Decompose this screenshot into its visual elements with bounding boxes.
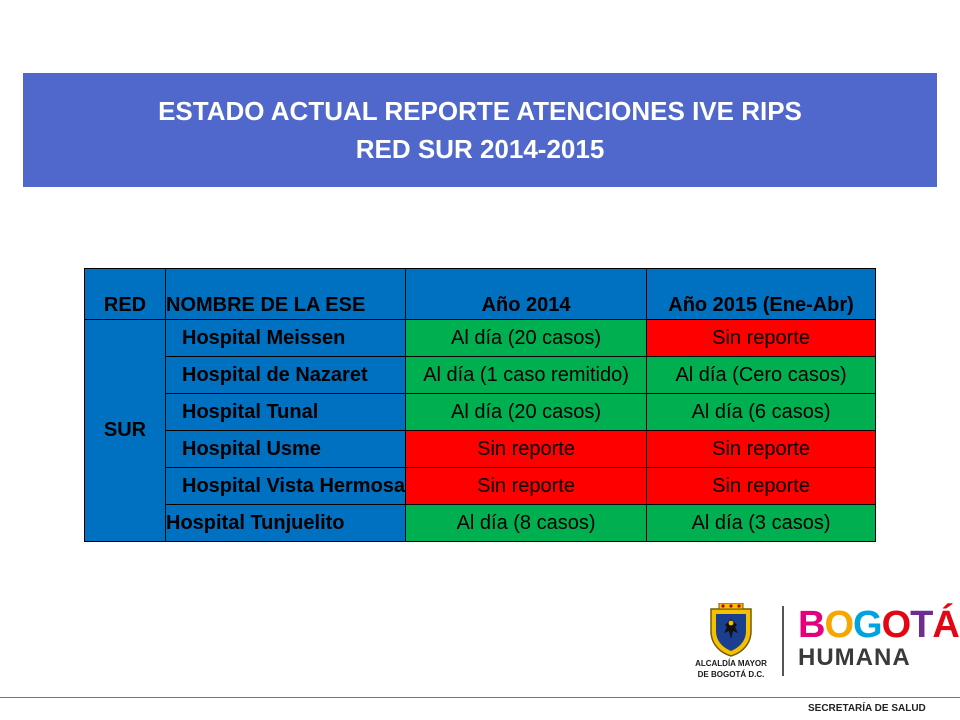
status-2014: Al día (8 casos)	[406, 505, 647, 542]
bogota-letter: O	[824, 604, 854, 646]
bogota-humana-logo	[798, 604, 959, 676]
table-header-row	[85, 269, 876, 320]
red-sur-cell: SUR	[85, 320, 166, 542]
humana-wordmark: HUMANA	[798, 644, 911, 671]
title-line-1: ESTADO ACTUAL REPORTE ATENCIONES IVE RIPS	[158, 96, 802, 126]
status-2015: Sin reporte	[647, 320, 876, 357]
status-2015: Sin reporte	[647, 468, 876, 505]
footer-divider	[0, 697, 960, 698]
status-2014: Al día (1 caso remitido)	[406, 357, 647, 394]
status-2015: Al día (Cero casos)	[647, 357, 876, 394]
status-2015: Al día (3 casos)	[647, 505, 876, 542]
status-2015: Sin reporte	[647, 431, 876, 468]
bogota-wordmark	[798, 604, 959, 646]
table-row	[85, 394, 876, 431]
header-nombre-ese: NOMBRE DE LA ESE	[166, 269, 406, 320]
ese-status-table	[84, 268, 876, 542]
status-2014: Al día (20 casos)	[406, 394, 647, 431]
header-year-2015: Año 2015 (Ene-Abr)	[647, 269, 876, 320]
table-row	[85, 357, 876, 394]
status-2015: Al día (6 casos)	[647, 394, 876, 431]
ese-table-container	[84, 268, 876, 542]
title-banner	[23, 73, 937, 187]
alcaldia-line-2: DE BOGOTÁ D.C.	[697, 670, 765, 679]
title-line-2: RED SUR 2014-2015	[355, 134, 605, 164]
status-2014: Al día (20 casos)	[406, 320, 647, 357]
bogota-letter: O	[881, 604, 911, 646]
ese-name: Hospital Tunjuelito	[166, 505, 406, 542]
footer-label: SECRETARÍA DE SALUD	[808, 703, 926, 714]
bogota-letter: Á	[932, 604, 959, 646]
header-red: RED	[85, 269, 166, 320]
bogota-letter: B	[798, 604, 825, 646]
table-row	[85, 320, 876, 357]
status-2014: Sin reporte	[406, 468, 647, 505]
coat-of-arms-icon	[705, 603, 757, 657]
status-2014: Sin reporte	[406, 431, 647, 468]
ese-name: Hospital Tunal	[166, 394, 406, 431]
alcaldia-line-1: ALCALDÍA MAYOR	[695, 659, 767, 668]
bogota-letter: T	[910, 604, 933, 646]
ese-name: Hospital Usme	[166, 431, 406, 468]
header-year-2014: Año 2014	[406, 269, 647, 320]
table-row	[85, 431, 876, 468]
ese-name: Hospital Meissen	[166, 320, 406, 357]
alcaldia-text	[686, 658, 776, 680]
table-row	[85, 505, 876, 542]
ese-name: Hospital Vista Hermosa	[166, 468, 406, 505]
table-row	[85, 468, 876, 505]
bogota-letter: G	[853, 604, 882, 646]
alcaldia-logo	[686, 603, 776, 685]
ese-name: Hospital de Nazaret	[166, 357, 406, 394]
logo-divider	[782, 606, 784, 676]
